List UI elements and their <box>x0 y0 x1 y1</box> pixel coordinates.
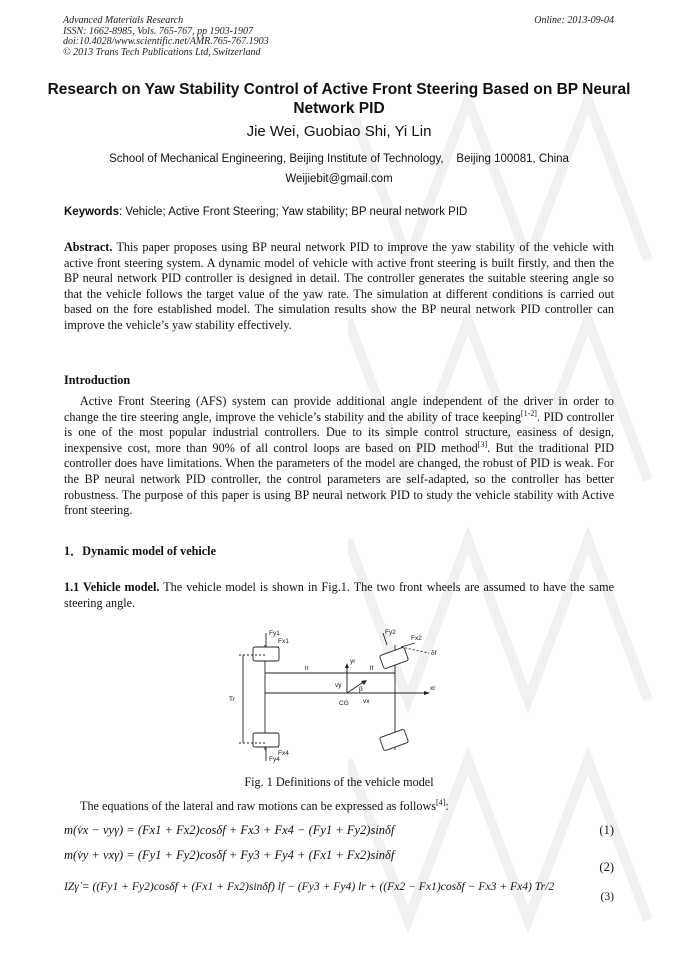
label-xr: xr <box>430 685 436 692</box>
label-fx2: Fx2 <box>411 635 422 642</box>
equation-3-body: IZγ̇ = ((Fy1 + Fy2)cosδf + (Fx1 + Fx2)sinδf) lf − (Fy3 + Fy4) lr + ((Fx2 − Fx1)cosδf − Fx3 + Fx4) Tr/2 <box>64 880 555 893</box>
intro-text-2: . PID controller is one of the most popular industrial controllers. Due to its simple control structure, easiness of design, inexpensive cost, more than 90% of all control loops are based on PID method <box>64 409 615 455</box>
online-date: Online: 2013-09-04 <box>534 15 614 26</box>
keywords-label: Keywords <box>64 206 119 218</box>
equation-2-number: (2) <box>599 860 614 874</box>
figure-caption: Fig. 1 Definitions of the vehicle model <box>244 775 434 789</box>
equations-intro <box>64 799 614 815</box>
force-fx2 <box>401 643 415 647</box>
affiliation-block <box>40 149 638 189</box>
abstract <box>64 240 614 334</box>
keywords <box>64 206 614 218</box>
label-fy4: Fy4 <box>269 756 280 763</box>
label-cg: CG <box>339 700 349 707</box>
equation-2-body: m(v̇y + vxγ) = (Fy1 + Fy2)cosδf + Fy3 + Fy4 + (Fx1 + Fx2)sinδf <box>64 848 395 862</box>
abstract-text: This paper proposes using BP neural network PID to improve the yaw stability of the vehicle with active front steering system. A dynamic model of vehicle with active front steering is built firstly, and then the BP neural network PID controller is designed in detail. The controller generates the suitable steering angle so that the vehicle follows the target value of the yaw rate. The simulation at different conditions is carried out based on the fore established model. The simulation results show the BP neural network PID controller can improve the vehicle’s yaw stability effectively. <box>64 240 614 332</box>
keywords-text: : Vehicle; Active Front Steering; Yaw stability; BP neural network PID <box>118 206 468 218</box>
label-yr: yr <box>350 658 356 665</box>
label-beta: β <box>359 686 363 693</box>
label-vx: vx <box>363 698 370 705</box>
citation-2: [3] <box>477 439 488 449</box>
author-email: Weijiebit@gmail.com <box>285 173 393 185</box>
equation-2 <box>64 848 614 874</box>
front-right-wheel <box>379 729 408 751</box>
front-left-wheel <box>379 647 408 669</box>
intro-text-1: Active Front Steering (AFS) system can provide additional angle independent of the driver in order to change the tire steering angle, improve the vehicle’s stability and the ability of trace keeping <box>64 394 614 424</box>
section-1-heading: 1．Dynamic model of vehicle <box>64 544 216 558</box>
abstract-label: Abstract. <box>64 240 113 254</box>
equation-3 <box>64 880 614 903</box>
intro-text-3: . But the traditional PID controller does have limitations. When the parameters of the model are changed, the robust of PID is weak. For the BP neural network PID controller, the control parameters are self-adapted, so the controller has better robustness. The purpose of this paper is using BP neural network PID to study the vehicle stability with Active front steering. <box>64 440 614 518</box>
label-fx4: Fx4 <box>278 750 289 757</box>
doi-line: doi:10.4028/www.scientific.net/AMR.765-767.1903 <box>63 36 269 47</box>
paper-title: Research on Yaw Stability Control of Active Front Steering Based on BP Neural Network PID <box>47 81 631 117</box>
equations-intro-text: The equations of the lateral and raw motions can be expressed as follows <box>80 799 437 813</box>
intro-heading: Introduction <box>64 373 131 387</box>
equation-1-number: (1) <box>599 823 614 837</box>
copyright-line: © 2013 Trans Tech Publications Ltd, Switzerland <box>63 46 261 58</box>
label-lr: lr <box>305 665 309 672</box>
section-1-1-label: 1.1 Vehicle model. <box>64 580 160 594</box>
vehicle-model-figure <box>225 625 450 773</box>
equation-3-number: (3) <box>600 890 614 903</box>
issn-line: ISSN: 1662-8985, Vols. 765-767, pp 1903-1907 <box>63 25 253 37</box>
equation-1 <box>64 823 614 838</box>
label-vy: vy <box>335 682 342 689</box>
journal-name: Advanced Materials Research <box>63 15 184 26</box>
affiliation: School of Mechanical Engineering, Beijing Institute of Technology, Beijing 100081, China <box>109 153 569 165</box>
journal-meta <box>63 16 269 58</box>
label-delta: δf <box>431 650 437 657</box>
label-fx1: Fx1 <box>278 638 289 645</box>
label-fy1: Fy1 <box>269 630 280 637</box>
equation-1-body: m(v̇x − vyγ) = (Fx1 + Fx2)cosδf + Fx3 + Fx4 − (Fy1 + Fy2)sinδf <box>64 823 395 837</box>
section-1-1-paragraph <box>64 580 614 611</box>
rear-left-wheel <box>253 647 279 661</box>
label-tr: Tr <box>229 696 235 703</box>
label-fy2: Fy2 <box>385 629 396 636</box>
label-lf: lf <box>370 665 374 672</box>
rear-right-wheel <box>253 733 279 747</box>
equations-intro-colon: : <box>445 799 449 813</box>
intro-paragraph <box>64 394 614 519</box>
section-1-1-text: The vehicle model is shown in Fig.1. The two front wheels are assumed to have the same steering angle. <box>64 580 614 610</box>
citation-3: [4] <box>436 797 446 807</box>
citation-1: [1-2] <box>520 408 537 418</box>
author-list: Jie Wei, Guobiao Shi, Yi Lin <box>246 123 432 140</box>
